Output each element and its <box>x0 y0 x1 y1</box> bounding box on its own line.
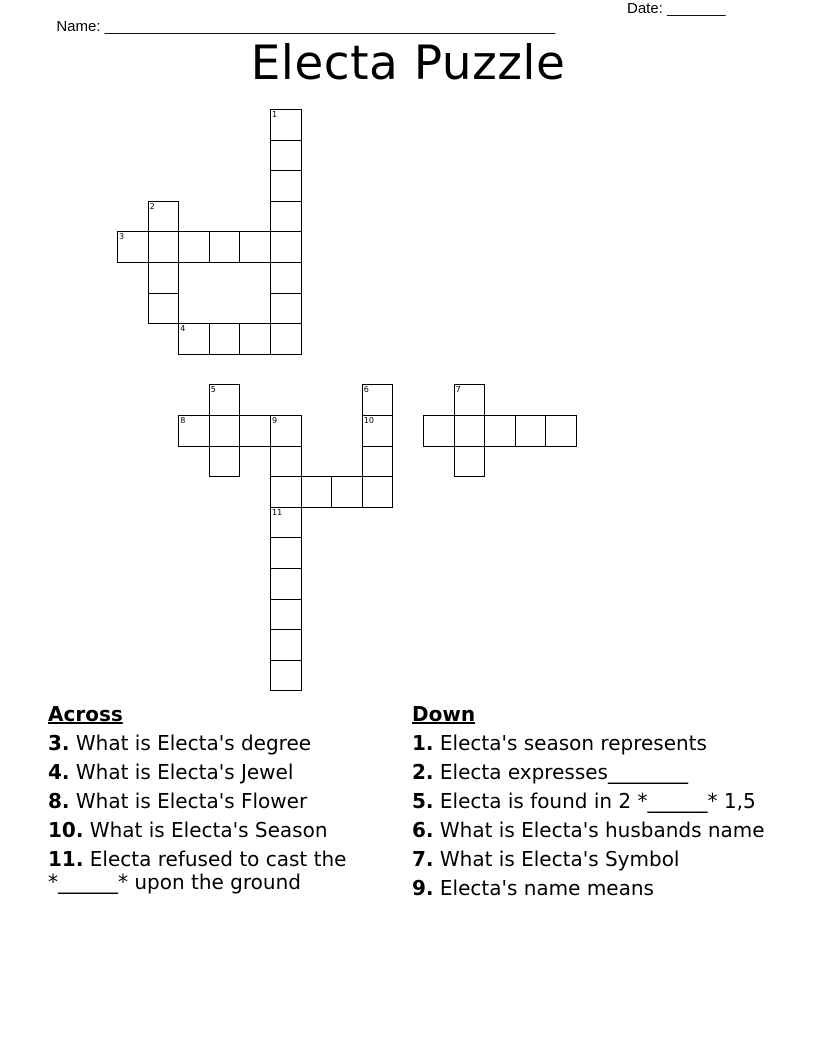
grid-cell[interactable] <box>301 476 333 508</box>
grid-cell[interactable] <box>270 201 302 233</box>
grid-cell[interactable] <box>270 293 302 325</box>
clue-number: 11 <box>272 507 283 517</box>
clue-number: 6 <box>363 385 369 395</box>
grid-cell[interactable] <box>117 231 149 263</box>
grid-cell[interactable] <box>270 660 302 692</box>
clue-number: 5 <box>210 385 216 395</box>
grid-cell[interactable] <box>148 231 180 263</box>
grid-cell[interactable] <box>178 231 210 263</box>
name-field-label[interactable]: Name: ______________________________________________________ <box>56 18 556 35</box>
grid-cell[interactable] <box>484 415 516 447</box>
grid-cell[interactable] <box>515 415 547 447</box>
grid-cell[interactable] <box>270 109 302 141</box>
grid-cell[interactable] <box>178 323 210 355</box>
clue-down-2: 2. Electa expresses________ <box>412 760 688 784</box>
grid-cell[interactable] <box>270 446 302 478</box>
grid-cell[interactable] <box>454 384 486 416</box>
clue-across-11: 11. Electa refused to cast the *______* upon the ground <box>48 847 347 894</box>
grid-cell[interactable] <box>239 415 271 447</box>
date-field-label[interactable]: Date: _______ <box>627 0 726 17</box>
grid-cell[interactable] <box>148 262 180 294</box>
grid-cell[interactable] <box>270 507 302 539</box>
clue-down-5: 5. Electa is found in 2 *______* 1,5 <box>412 789 756 813</box>
clue-number: 9 <box>272 416 278 425</box>
grid-cell[interactable] <box>270 415 302 447</box>
grid-cell[interactable] <box>148 201 180 233</box>
grid-cell[interactable] <box>148 293 180 325</box>
clue-number: 2 <box>149 201 155 211</box>
clue-down-6: 6. What is Electa's husbands name <box>412 818 765 842</box>
across-clues <box>48 702 388 900</box>
clue-number: 8 <box>180 416 186 425</box>
grid-cell[interactable] <box>178 415 210 447</box>
grid-cell[interactable] <box>209 231 241 263</box>
grid-cell[interactable] <box>209 384 241 416</box>
grid-cell[interactable] <box>331 476 363 508</box>
grid-cell[interactable] <box>362 446 394 478</box>
grid-cell[interactable] <box>545 415 577 447</box>
grid-cell[interactable] <box>454 415 486 447</box>
grid-cell[interactable] <box>423 415 455 447</box>
grid-cell[interactable] <box>209 446 241 478</box>
clue-down-9: 9. Electa's name means <box>412 876 654 900</box>
grid-cell[interactable] <box>270 537 302 569</box>
grid-cell[interactable] <box>362 476 394 508</box>
grid-cell[interactable] <box>270 170 302 202</box>
clue-across-4: 4. What is Electa's Jewel <box>48 760 294 784</box>
grid-cell[interactable] <box>454 446 486 478</box>
grid-cell[interactable] <box>362 384 394 416</box>
grid-cell[interactable] <box>239 231 271 263</box>
grid-cell[interactable] <box>270 629 302 661</box>
grid-cell[interactable] <box>270 231 302 263</box>
clue-down-7: 7. What is Electa's Symbol <box>412 847 680 871</box>
grid-cell[interactable] <box>270 262 302 294</box>
down-clues <box>412 702 772 906</box>
grid-cell[interactable] <box>270 599 302 631</box>
grid-cell[interactable] <box>209 323 241 355</box>
grid-cell[interactable] <box>362 415 394 447</box>
clue-number: 1 <box>272 110 278 119</box>
grid-cell[interactable] <box>270 476 302 508</box>
clue-across-10: 10. What is Electa's Season <box>48 818 328 842</box>
clue-number: 10 <box>363 416 374 425</box>
grid-cell[interactable] <box>270 140 302 172</box>
across-heading: Across <box>48 702 123 726</box>
clue-down-1: 1. Electa's season represents <box>412 731 707 755</box>
clue-number: 4 <box>180 324 186 334</box>
clue-across-3: 3. What is Electa's degree <box>48 731 312 755</box>
grid-cell[interactable] <box>270 323 302 355</box>
grid-cell[interactable] <box>239 323 271 355</box>
grid-cell[interactable] <box>209 415 241 447</box>
clue-number: 3 <box>119 232 125 242</box>
down-heading: Down <box>412 702 476 726</box>
clue-across-8: 8. What is Electa's Flower <box>48 789 308 813</box>
page-title: Electa Puzzle <box>250 36 566 91</box>
clue-number: 7 <box>455 385 461 395</box>
grid-cell[interactable] <box>270 568 302 600</box>
